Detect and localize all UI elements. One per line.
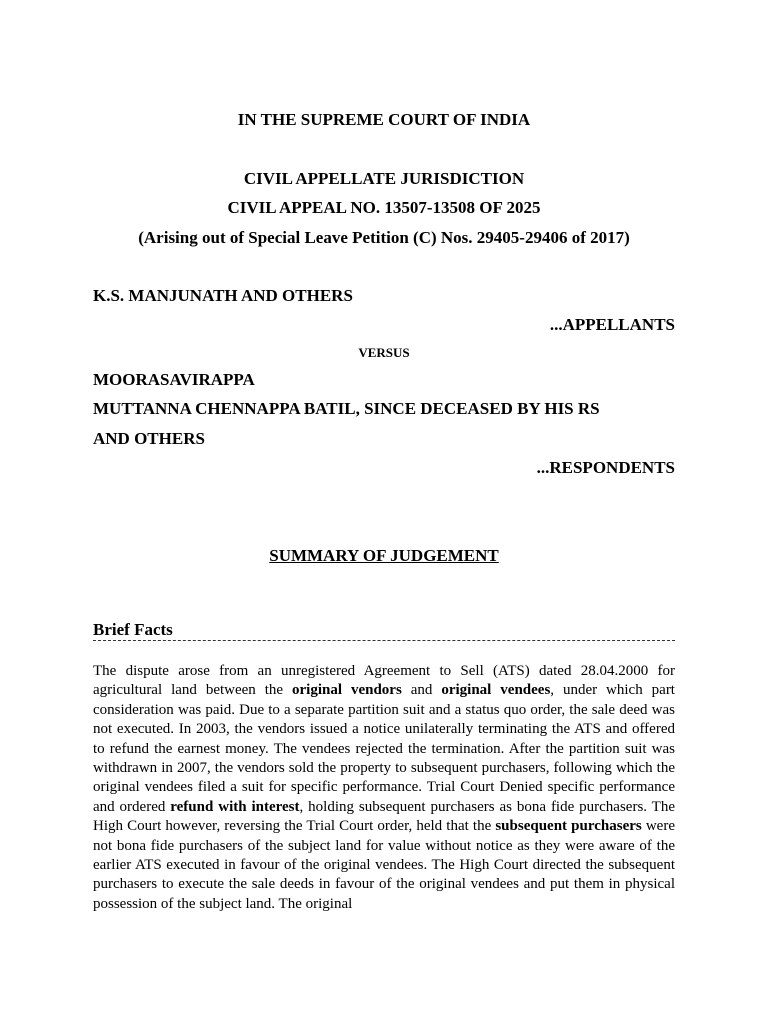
court-title: IN THE SUPREME COURT OF INDIA [237, 110, 531, 129]
brief-facts-heading: Brief Facts [93, 620, 173, 639]
respondent-line-1: MOORASAVIRAPPA [93, 370, 255, 389]
text-segment: The dispute arose from an unregistered Agreement to Sell (ATS) dated 28.04.2000 for agricultural land between the [93, 663, 675, 699]
respondent-line-3: AND OTHERS [93, 429, 205, 448]
respondent-line-2: MUTTANNA CHENNAPPA BATIL, SINCE DECEASED BY HIS RS [93, 399, 600, 418]
jurisdiction-title: CIVIL APPELLATE JURISDICTION [243, 169, 525, 188]
emphasis-original-vendors: original vendors [292, 682, 402, 699]
text-segment: , under which part consideration was paid. Due to a separate partition suit and a status quo order, the sale deed was not executed. In 2003, the vendors issued a notice unilaterally terminating the ATS and offered to refund the earnest money. The vendees rejected the termination. After the partition suit was withdrawn in 2007, the vendors sold the property to subsequent purchasers, following which the original vendees filed a suit for specific performance. Trial Court Denied specific performance and ordered [93, 682, 675, 815]
text-segment: were not bona fide purchasers of the subject land for value without notice as they were aware of the earlier ATS executed in favour of the original vendees. The High Court directed the subsequent purchasers to execute the sale deeds in favour of the original vendees and put them in physical possession of the subject land. The original [93, 818, 675, 912]
brief-facts-paragraph [93, 662, 675, 914]
appellant-role: ...APPELLANTS [549, 315, 675, 334]
emphasis-refund-with-interest: refund with interest [170, 798, 300, 815]
appeal-number: CIVIL APPEAL NO. 13507-13508 OF 2025 [227, 198, 541, 217]
respondent-role: ...RESPONDENTS [536, 458, 675, 477]
emphasis-original-vendees: original vendees [441, 682, 551, 699]
section-divider [93, 640, 675, 641]
appellant-name: K.S. MANJUNATH AND OTHERS [93, 286, 353, 305]
text-segment: , holding subsequent purchasers as bona fide purchasers. The High Court however, reversing the Trial Court order, held that the [93, 798, 675, 835]
versus-label: VERSUS [358, 345, 410, 360]
summary-heading-text: SUMMARY OF JUDGEMENT [269, 546, 499, 565]
brief-facts-section-header [93, 620, 675, 642]
text-segment: and [401, 682, 442, 699]
emphasis-subsequent-purchasers: subsequent purchasers [495, 818, 642, 835]
arising-out-of: (Arising out of Special Leave Petition (C) Nos. 29405-29406 of 2017) [138, 228, 630, 247]
summary-heading [93, 546, 675, 566]
